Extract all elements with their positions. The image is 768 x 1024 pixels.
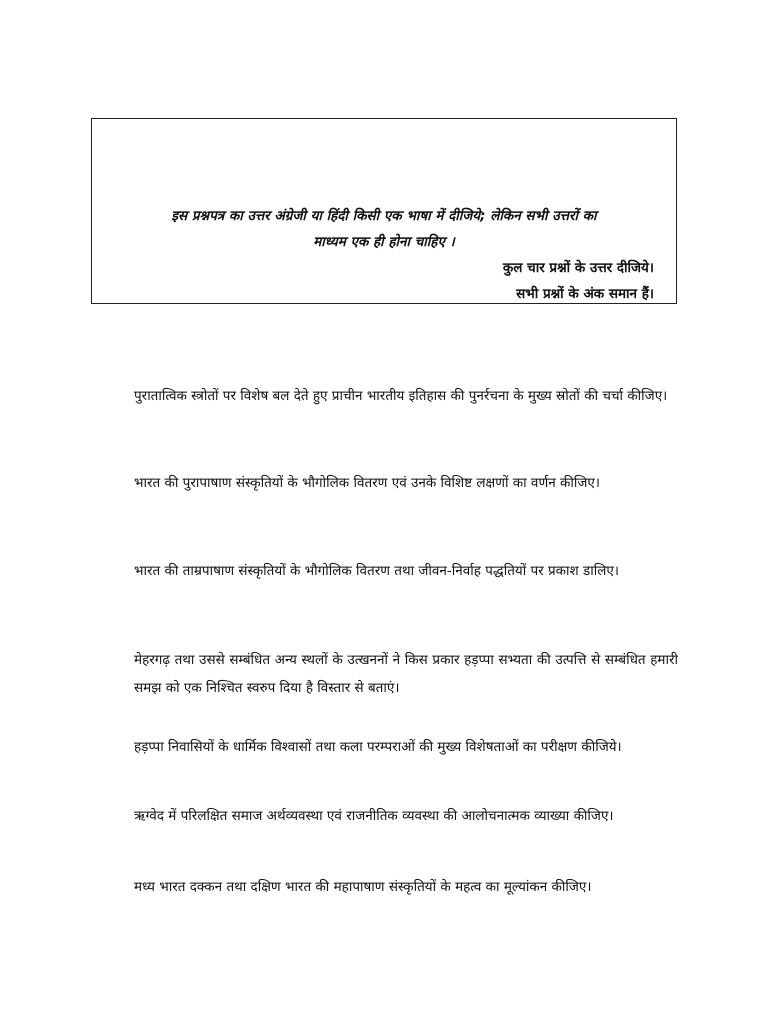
instruction-medium: माध्यम एक ही होना चाहिए । [313, 234, 455, 250]
instruction-total-questions: कुल चार प्रश्नों के उत्तर दीजिये। [502, 260, 654, 276]
instruction-language: इस प्रश्नपत्र का उत्तर अंग्रेजी या हिंदी किसी एक भाषा में दीजिये; लेकिन सभी उत्तरों का [171, 208, 597, 224]
question-4: मेहरगढ़ तथा उससे सम्बंधित अन्य स्थलों के उत्खननों ने किस प्रकार हड़प्पा सभ्यता की उत्पत्ति से सम्बंधित हमारी समझ को एक निश्चित स्वरुप दिया है विस्तार से बताएं। [134, 652, 678, 696]
instruction-equal-marks: सभी प्रश्नों के अंक समान हैं। [516, 286, 654, 302]
question-6: ऋग्वेद में परिलक्षित समाज अर्थव्यवस्था एवं राजनीतिक व्यवस्था की आलोचनात्मक व्याख्या कीजिए। [134, 808, 614, 824]
instructions-box [91, 118, 677, 304]
question-3: भारत की ताम्रपाषाण संस्कृतियों के भौगोलिक वितरण तथा जीवन-निर्वाह पद्धतियों पर प्रकाश डालिए। [134, 563, 619, 579]
question-7: मध्य भारत दक्कन तथा दक्षिण भारत की महापाषाण संस्कृतियों के महत्व का मूल्यांकन कीजिए। [134, 879, 592, 895]
question-2: भारत की पुरापाषाण संस्कृतियों के भौगोलिक वितरण एवं उनके विशिष्ट लक्षणों का वर्णन कीजिए। [134, 475, 600, 491]
question-5: हड़प्पा निवासियों के धार्मिक विश्वासों तथा कला परम्पराओं की मुख्य विशेषताओं का परीक्षण कीजिये। [134, 739, 622, 755]
question-1: पुरातात्विक स्त्रोतों पर विशेष बल देते हुए प्राचीन भारतीय इतिहास की पुनर्रचना के मुख्य स्रोतों की चर्चा कीजिए। [134, 388, 668, 404]
